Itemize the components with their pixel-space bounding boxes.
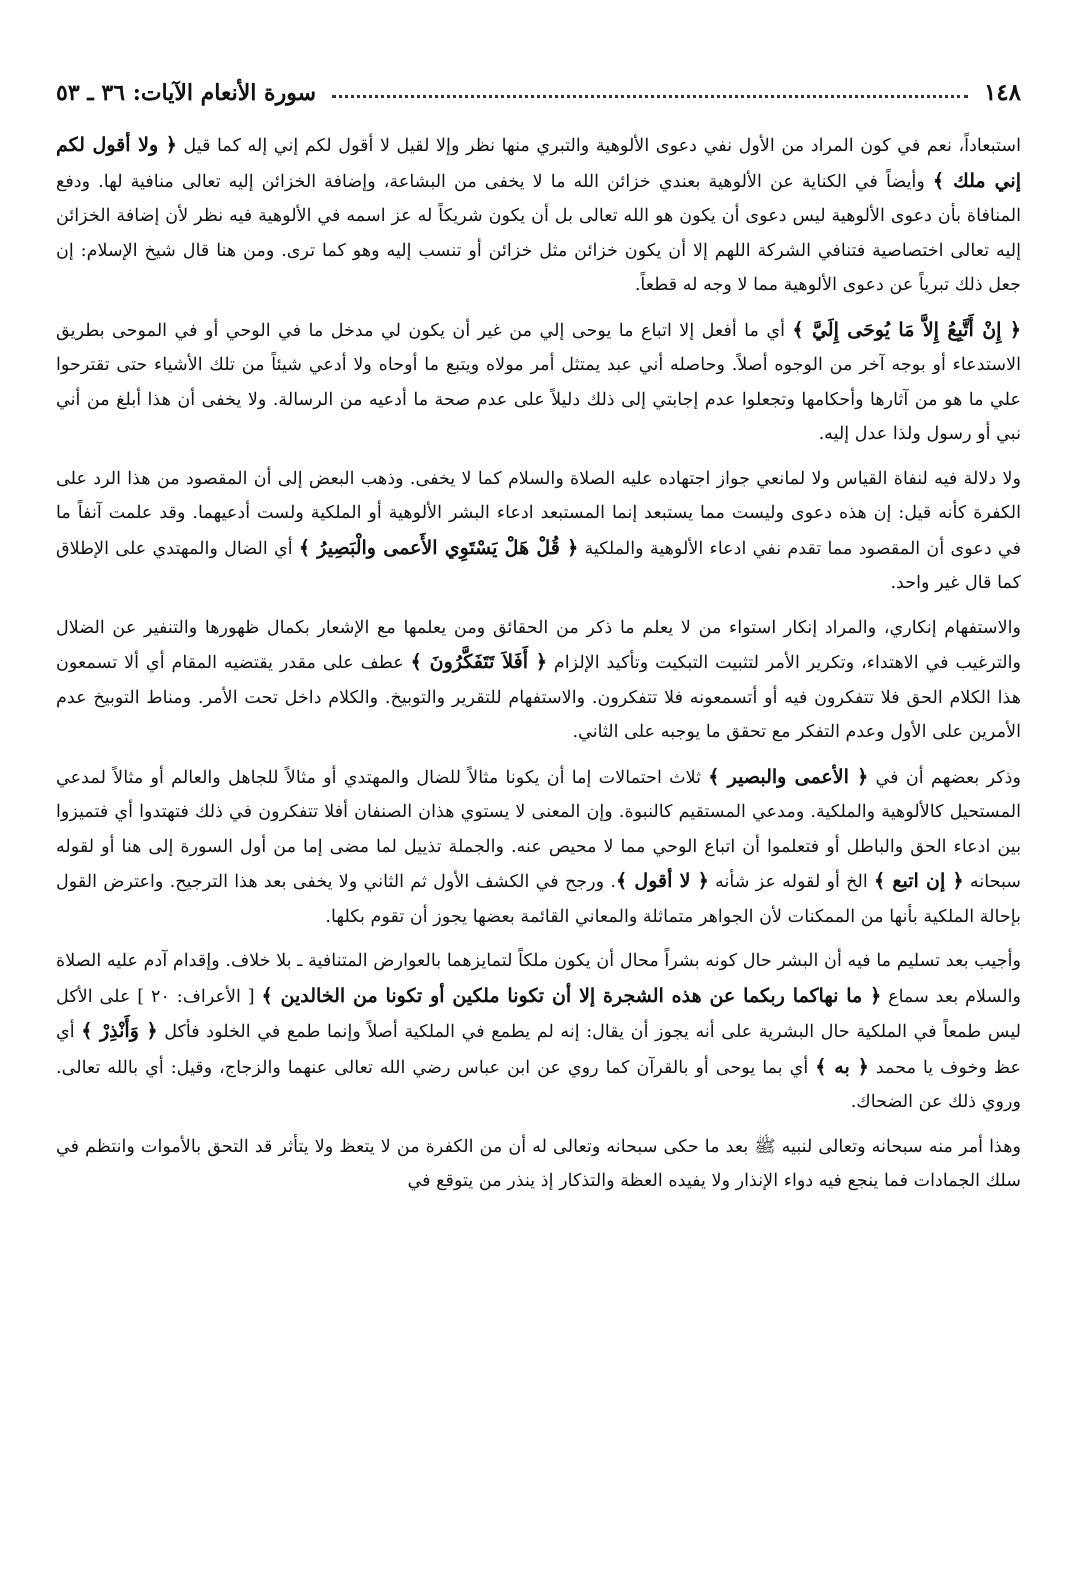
paragraph [56, 462, 1021, 601]
commentary-body [56, 128, 1021, 1199]
paragraph [56, 760, 1021, 935]
quran-quote: ﴿ ولا أقول لكم إني ملك ﴾ [56, 134, 1021, 192]
quran-quote: ﴿ أَفَلاَ تَتَفَكَّرُونَ ﴾ [410, 651, 548, 673]
header-dot-leader [332, 95, 968, 98]
commentary-text: أي الضال والمهتدي على الإطلاق كما قال غير واحد. [56, 538, 1021, 593]
commentary-text: ولا دلالة فيه لنفاة القياس ولا لمانعي جواز اجتهاده عليه الصلاة والسلام كما لا يخفى. وذهب البعض إلى أن المقصود من هذا الرد على الكفرة كأنه قيل: إن هذه دعوى وليست مما يستبعد إنما المستبعد ادعاء البشر الألوهية أو الملكية ولست أدعيهما. وقد علمت آنفاً ما في دعوى أن المقصود مما تقدم نفي ادعاء الألوهية والملكية [56, 468, 1021, 559]
quran-quote: ﴿ إن اتبع ﴾ [874, 870, 964, 892]
commentary-text: عطف على مقدر يقتضيه المقام أي ألا تسمعون هذا الكلام الحق فلا تتفكرون فيه أو أتسمعونه فلا تتفكرون. والاستفهام للتقرير والتوبيخ. والكلام داخل تحت الأمر. ومناط التوبيخ عدم الأمرين على الأول وعدم التفكر مع تحقق ما يوجبه على الثاني. [56, 653, 1021, 742]
commentary-text: والاستفهام إنكاري، والمراد إنكار استواء من لا يعلم ما ذكر من الحقائق ومن يعلمها مع الإشعار بكمال ظهورها والتنفير عن الضلال والترغيب في الاهتداء، وتكرير الأمر لتثبيت التبكيت وتأكيد الإلزام [56, 617, 1022, 673]
quran-quote: ﴿ الأعمى والبصير ﴾ [708, 765, 869, 788]
commentary-text: استبعاداً، نعم في كون المراد من الأول نفي دعوى الألوهية والتبري منها نظر وإلا لقيل لا أقول لكم إني إله كما قيل [176, 136, 1021, 156]
quran-quote: ﴿ به ﴾ [815, 1055, 869, 1078]
quran-quote: ﴿ لا أقول ﴾ [616, 870, 709, 892]
paragraph [56, 611, 1021, 750]
paragraph [56, 1130, 1021, 1199]
commentary-text: أي عظ وخوف يا محمد [56, 1022, 1021, 1078]
commentary-text: أي بما يوحى أو بالقرآن كما روي عن ابن عباس رضي الله تعالى عنهما والزجاج، وقيل: أي بالله تعالى. وروي ذلك عن الضحاك. [56, 1057, 1021, 1112]
quran-quote: ﴿ إِنْ أَتَّبِعُ إِلاَّ مَا يُوحَى إِلَيَّ ﴾ [792, 318, 1021, 341]
paragraph [56, 313, 1021, 452]
page-number: ١٤٨ [983, 79, 1021, 106]
commentary-text: وذكر بعضهم أن في [868, 767, 1021, 788]
commentary-text: [ الأعراف: ٢٠ ] على الأكل ليس طمعاً في الملكية حال البشرية على أنه يجوز أن يقال: إنه لم يطمع في الملكية أصلاً وإنما طمع في الخلود فأكل [56, 986, 1021, 1042]
paragraph [56, 944, 1021, 1120]
surah-verse-range: سورة الأنعام الآيات: ٣٦ ـ ٥٣ [56, 80, 317, 106]
commentary-text: وأيضاً في الكناية عن الألوهية بعندي خزائن الله ما لا يخفى من البشاعة، وإضافة الخزائن إليه تعالى منافية لها. ودفع المنافاة بأن دعوى الألوهية ليس دعوى أن يكون هو الله تعالى بل أن يكون شريكاً له عز اسمه في الألوهية فيه نظر لأن إضافة الخزائن إليه تعالى اختصاصية فتنافي الشركة اللهم إلا أن يكون خزائن مثل خزائن أو تنسب إليه وهو كما ترى. ومن هنا قال شيخ الإسلام: إن جعل ذلك تبرياً عن دعوى الألوهية مما لا وجه له قطعاً. [56, 171, 1021, 295]
commentary-text: أي ما أفعل إلا اتباع ما يوحى إلي من غير أن يكون لي مدخل ما في الوحي أو في الموحى بطريق الاستدعاء أو بوجه آخر من الوجوه أصلاً. وحاصله أني عبد يمتثل أمر مولاه ويتبع ما أوحاه ولا أدعي شيئاً من تلك الأشياء حتى تقترحوا علي ما هو من آثارها وأحكامها وتجعلوا عدم إجابتي إلى ذلك دليلاً على عدم صحة ما أدعيه من الرسالة. ولا يخفى أن هذا أبلغ من أني نبي أو رسول ولذا عدل إليه. [56, 320, 1021, 444]
quran-quote: ﴿ وَأَنْذِرْ ﴾ [81, 1020, 158, 1042]
commentary-text: الخ أو لقوله عز شأنه [708, 872, 874, 892]
commentary-text: وأجيب بعد تسليم ما فيه أن البشر حال كونه بشراً محال أن يكون ملكاً لتمايزهما بالعوارض المتنافية ـ بلا خلاف. وإقدام آدم عليه الصلاة والسلام بعد سماع [56, 951, 1021, 1007]
running-header [56, 62, 1021, 106]
commentary-text: وهذا أمر منه سبحانه وتعالى لنبيه ﷺ بعد ما حكى سبحانه وتعالى له أن من الكفرة من لا يتعظ ولا يتأثر قد التحق بالأموات وانتظم في سلك الجمادات فما ينجع فيه دواء الإنذار ولا يفيده العظة والتذكار إذ ينذر من يتوقع في [56, 1136, 1021, 1191]
quran-quote: ﴿ ما نهاكما ربكما عن هذه الشجرة إلا أن تكونا ملكين أو تكونا من الخالدين ﴾ [261, 984, 882, 1007]
book-page [56, 62, 1021, 1549]
quran-quote: ﴿ قُلْ هَلْ يَسْتَوِي الأَعمى والْبَصِيرُ ﴾ [298, 536, 579, 559]
paragraph [56, 128, 1021, 303]
commentary-text: . ورجح في الكشف الأول ثم الثاني ولا يخفى بعد هذا الترجيح. واعترض القول بإحالة الملكية بأنها من الممكنات لأن الجواهر متماثلة والمعاني القائمة بعضها يجوز أن تقوم بكلها. [56, 872, 1021, 927]
commentary-text: ثلاث احتمالات إما أن يكونا مثالاً للضال والمهتدي أو مثالاً للجاهل والعالم أو مثالاً لمدعي المستحيل كالألوهية والملكية. ومدعي المستقيم كالنبوة. وإن المعنى لا يستوي هذان الصنفان أفلا تتفكرون في ذلك فتهتدوا أي فتميزوا بين ادعاء الحق والباطل أو فتعلموا أن اتباع الوحي مما لا محيص عنه. والجملة تذييل لما مضى إما من أول السورة إلى هنا أو لقوله سبحانه [56, 767, 1021, 892]
